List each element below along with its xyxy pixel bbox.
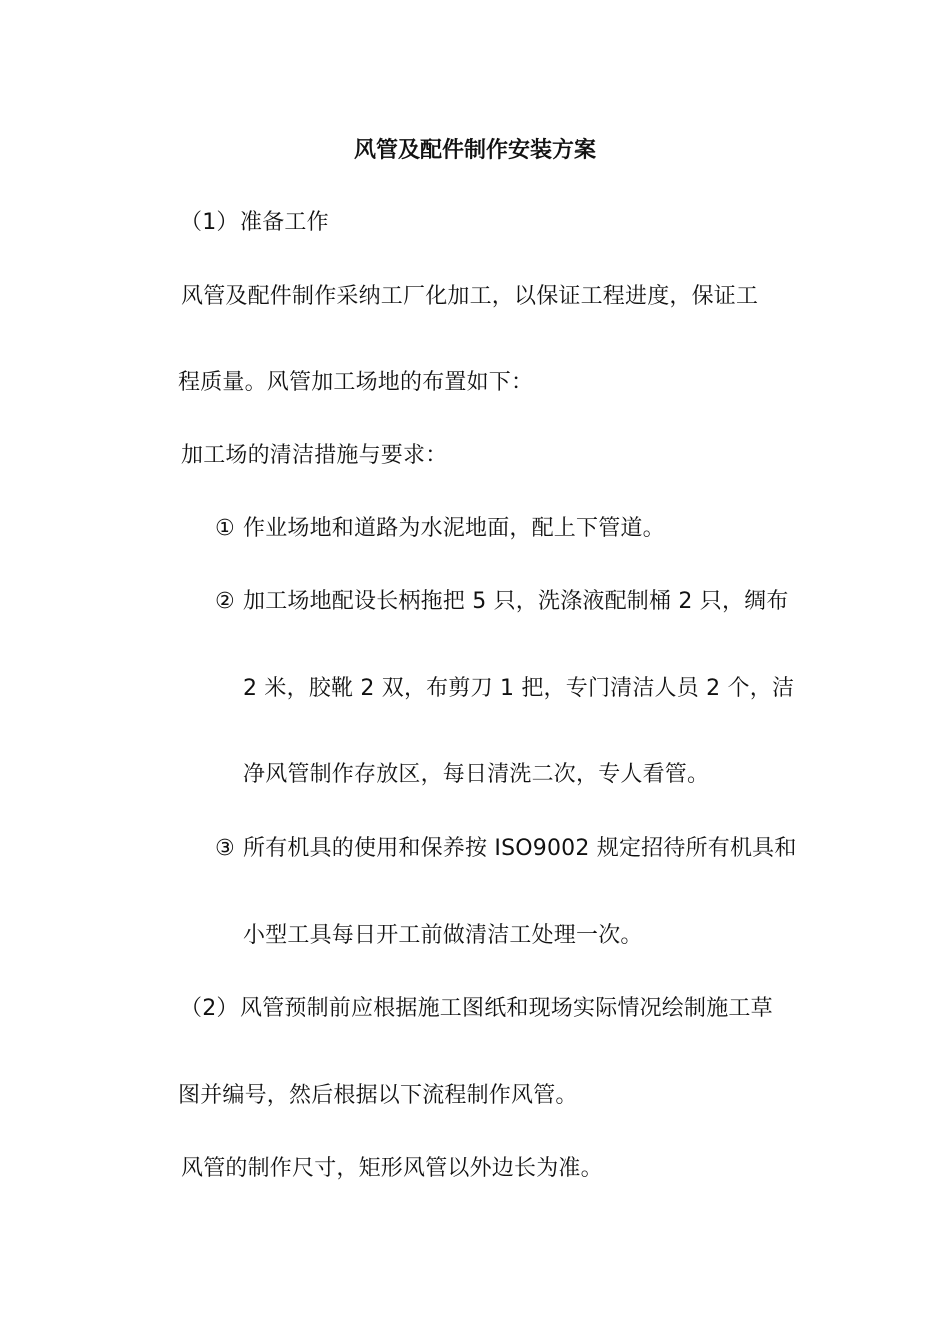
- list-item-1-marker: ①: [215, 516, 235, 541]
- list-item-3: [215, 834, 797, 864]
- list-item-1: [215, 514, 665, 544]
- section-1-heading: [180, 208, 329, 238]
- cleaning-intro: 加工场的清洁措施与要求：: [181, 443, 448, 468]
- section-1-marker: （1）: [180, 210, 239, 235]
- section-2-line-2: 图并编号，然后根据以下流程制作风管。: [178, 1083, 578, 1108]
- paragraph-1-line-1: 风管及配件制作采纳工厂化加工，以保证工程进度，保证工: [181, 284, 759, 309]
- list-item-3-marker: ③: [215, 836, 235, 861]
- list-item-1-line-1: 作业场地和道路为水泥地面，配上下管道。: [243, 516, 665, 541]
- list-item-2-line-3: 净风管制作存放区，每日清洗二次，专人看管。: [243, 762, 710, 787]
- closing-paragraph: 风管的制作尺寸，矩形风管以外边长为准。: [181, 1156, 603, 1181]
- section-1-title: 准备工作: [240, 210, 329, 235]
- section-2-marker: （2）: [180, 996, 239, 1021]
- list-item-2-marker: ②: [215, 589, 235, 614]
- list-item-3-line-1: 所有机具的使用和保养按 ISO9002 规定招待所有机具和: [243, 836, 797, 861]
- list-item-2: [215, 587, 789, 617]
- section-2-line-1: [180, 994, 773, 1024]
- list-item-2-line-2: 2 米，胶靴 2 双，布剪刀 1 把，专门清洁人员 2 个，洁: [243, 676, 795, 701]
- document-title: 风管及配件制作安装方案: [353, 138, 596, 163]
- paragraph-1-line-2: 程质量。风管加工场地的布置如下：: [178, 370, 534, 395]
- list-item-3-line-2: 小型工具每日开工前做清洁工处理一次。: [243, 923, 643, 948]
- section-2-text-1: 风管预制前应根据施工图纸和现场实际情况绘制施工草: [240, 996, 773, 1021]
- list-item-2-line-1: 加工场地配设长柄拖把 5 只，洗涤液配制桶 2 只，绸布: [243, 589, 789, 614]
